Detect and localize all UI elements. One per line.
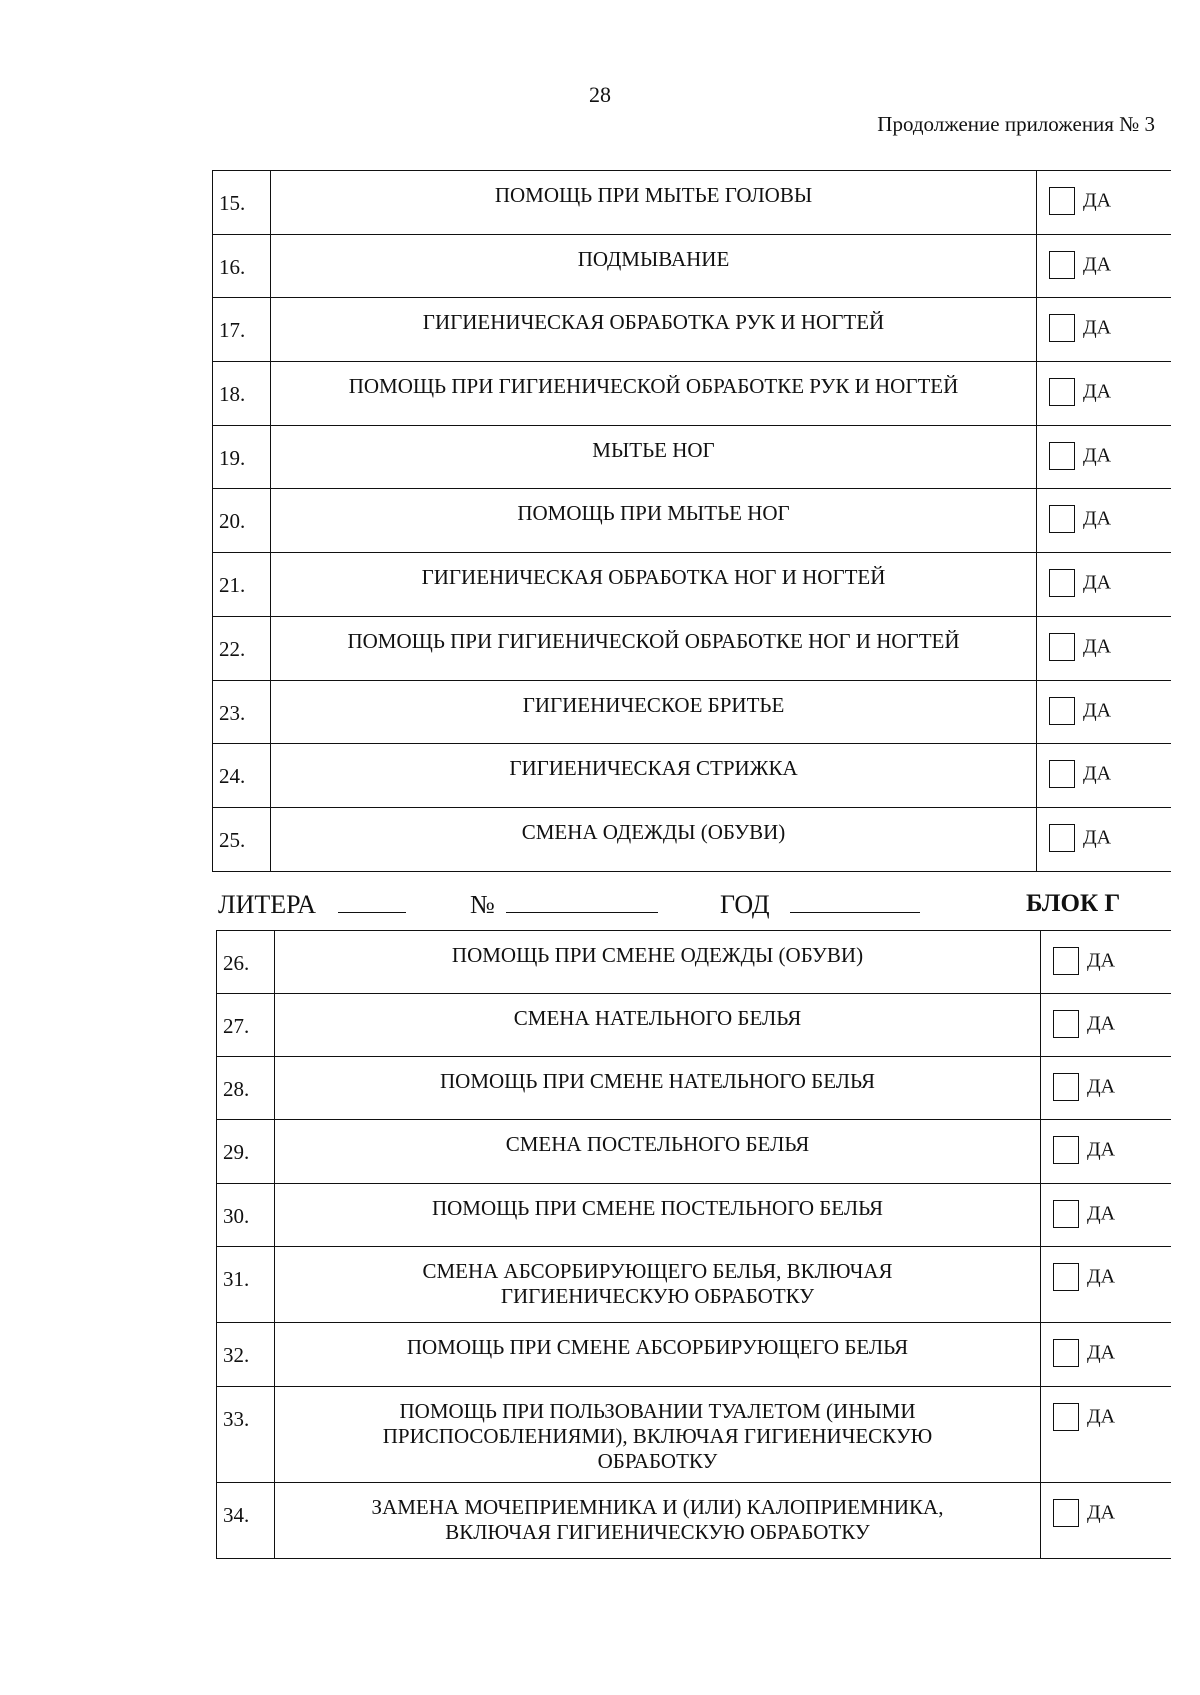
page-number: 28 <box>589 82 611 107</box>
year-label: ГОД <box>720 890 770 919</box>
yes-checkbox[interactable] <box>1049 633 1075 661</box>
row-number: 21. <box>213 553 271 617</box>
yes-checkbox-cell <box>1041 931 1171 994</box>
yes-checkbox[interactable] <box>1049 314 1075 342</box>
yes-checkbox[interactable] <box>1053 1403 1079 1431</box>
year-field[interactable] <box>790 890 920 920</box>
yes-label: ДА <box>1083 316 1112 339</box>
yes-label: ДА <box>1083 699 1112 722</box>
yes-checkbox[interactable] <box>1049 697 1075 725</box>
table-row <box>217 1387 1171 1483</box>
yes-checkbox-cell <box>1037 171 1171 235</box>
row-number: 20. <box>213 489 271 553</box>
service-description: ПОМОЩЬ ПРИ ГИГИЕНИЧЕСКОЙ ОБРАБОТКЕ НОГ И НОГТЕЙ <box>271 617 1037 681</box>
yes-checkbox[interactable] <box>1049 442 1075 470</box>
yes-label: ДА <box>1087 1265 1116 1288</box>
service-description: СМЕНА НАТЕЛЬНОГО БЕЛЬЯ <box>275 994 1041 1057</box>
row-number: 30. <box>217 1184 275 1247</box>
services-table-top <box>212 170 1171 872</box>
yes-checkbox[interactable] <box>1053 1136 1079 1164</box>
yes-checkbox[interactable] <box>1049 505 1075 533</box>
service-description: ПОДМЫВАНИЕ <box>271 235 1037 298</box>
yes-label: ДА <box>1087 1012 1116 1035</box>
table-row <box>217 1247 1171 1323</box>
row-number: 27. <box>217 994 275 1057</box>
yes-checkbox-cell <box>1041 1387 1171 1483</box>
row-number: 22. <box>213 617 271 681</box>
service-description: ГИГИЕНИЧЕСКАЯ ОБРАБОТКА НОГ И НОГТЕЙ <box>271 553 1037 617</box>
yes-label: ДА <box>1083 762 1112 785</box>
number-label: № <box>470 890 495 919</box>
service-description: ГИГИЕНИЧЕСКАЯ СТРИЖКА <box>271 744 1037 808</box>
service-description: ПОМОЩЬ ПРИ СМЕНЕ АБСОРБИРУЮЩЕГО БЕЛЬЯ <box>275 1323 1041 1387</box>
row-number: 17. <box>213 298 271 362</box>
appendix-note: Продолжение приложения № 3 <box>877 112 1155 136</box>
yes-checkbox-cell <box>1037 681 1171 744</box>
yes-checkbox[interactable] <box>1049 760 1075 788</box>
yes-label: ДА <box>1087 1501 1116 1524</box>
yes-label: ДА <box>1083 189 1112 212</box>
yes-checkbox[interactable] <box>1049 378 1075 406</box>
yes-checkbox-cell <box>1037 617 1171 681</box>
yes-label: ДА <box>1083 507 1112 530</box>
table-row <box>213 808 1171 872</box>
table-row <box>217 1483 1171 1559</box>
table-row <box>213 362 1171 426</box>
service-description: СМЕНА ПОСТЕЛЬНОГО БЕЛЬЯ <box>275 1120 1041 1184</box>
service-description: СМЕНА АБСОРБИРУЮЩЕГО БЕЛЬЯ, ВКЛЮЧАЯ ГИГИЕНИЧЕСКУЮ ОБРАБОТКУ <box>275 1247 1041 1323</box>
yes-label: ДА <box>1083 444 1112 467</box>
table-row <box>217 994 1171 1057</box>
yes-checkbox-cell <box>1037 744 1171 808</box>
yes-checkbox-cell <box>1041 1323 1171 1387</box>
yes-label: ДА <box>1083 380 1112 403</box>
block-label: БЛОК Г <box>1026 890 1121 917</box>
service-description: ГИГИЕНИЧЕСКОЕ БРИТЬЕ <box>271 681 1037 744</box>
yes-checkbox-cell <box>1041 1057 1171 1120</box>
service-description: ПОМОЩЬ ПРИ СМЕНЕ НАТЕЛЬНОГО БЕЛЬЯ <box>275 1057 1041 1120</box>
service-description: ПОМОЩЬ ПРИ СМЕНЕ ОДЕЖДЫ (ОБУВИ) <box>275 931 1041 994</box>
row-number: 23. <box>213 681 271 744</box>
service-description: СМЕНА ОДЕЖДЫ (ОБУВИ) <box>271 808 1037 872</box>
yes-label: ДА <box>1083 826 1112 849</box>
yes-checkbox-cell <box>1037 553 1171 617</box>
row-number: 25. <box>213 808 271 872</box>
service-description: ГИГИЕНИЧЕСКАЯ ОБРАБОТКА РУК И НОГТЕЙ <box>271 298 1037 362</box>
yes-label: ДА <box>1087 1341 1116 1364</box>
service-description: ПОМОЩЬ ПРИ ГИГИЕНИЧЕСКОЙ ОБРАБОТКЕ РУК И НОГТЕЙ <box>271 362 1037 426</box>
row-number: 18. <box>213 362 271 426</box>
yes-label: ДА <box>1087 949 1116 972</box>
yes-checkbox[interactable] <box>1049 569 1075 597</box>
row-number: 32. <box>217 1323 275 1387</box>
yes-checkbox[interactable] <box>1053 1073 1079 1101</box>
row-number: 34. <box>217 1483 275 1559</box>
table-row <box>213 426 1171 489</box>
row-number: 33. <box>217 1387 275 1483</box>
yes-checkbox-cell <box>1041 1483 1171 1559</box>
table-row <box>213 553 1171 617</box>
row-number: 28. <box>217 1057 275 1120</box>
table-row <box>213 489 1171 553</box>
yes-label: ДА <box>1087 1405 1116 1428</box>
yes-checkbox-cell <box>1037 298 1171 362</box>
yes-checkbox[interactable] <box>1049 824 1075 852</box>
table-row <box>213 681 1171 744</box>
yes-checkbox[interactable] <box>1049 251 1075 279</box>
yes-checkbox[interactable] <box>1053 1010 1079 1038</box>
yes-checkbox-cell <box>1037 235 1171 298</box>
yes-checkbox-cell <box>1041 1184 1171 1247</box>
service-description: ЗАМЕНА МОЧЕПРИЕМНИКА И (ИЛИ) КАЛОПРИЕМНИКА, ВКЛЮЧАЯ ГИГИЕНИЧЕСКУЮ ОБРАБОТКУ <box>275 1483 1041 1559</box>
yes-checkbox-cell <box>1037 362 1171 426</box>
yes-checkbox[interactable] <box>1053 947 1079 975</box>
services-table-bottom <box>216 930 1171 1559</box>
table-row <box>213 617 1171 681</box>
yes-label: ДА <box>1083 253 1112 276</box>
table-row <box>213 298 1171 362</box>
service-description: ПОМОЩЬ ПРИ ПОЛЬЗОВАНИИ ТУАЛЕТОМ (ИНЫМИ ПРИСПОСОБЛЕНИЯМИ), ВКЛЮЧАЯ ГИГИЕНИЧЕСКУЮ ОБРАБОТКУ <box>275 1387 1041 1483</box>
litera-line <box>218 890 1178 926</box>
yes-checkbox[interactable] <box>1053 1499 1079 1527</box>
row-number: 29. <box>217 1120 275 1184</box>
service-description: ПОМОЩЬ ПРИ МЫТЬЕ ГОЛОВЫ <box>271 171 1037 235</box>
yes-checkbox[interactable] <box>1053 1263 1079 1291</box>
yes-checkbox[interactable] <box>1053 1200 1079 1228</box>
yes-label: ДА <box>1083 635 1112 658</box>
yes-checkbox-cell <box>1041 1247 1171 1323</box>
number-field[interactable] <box>506 890 658 920</box>
yes-checkbox-cell <box>1037 489 1171 553</box>
row-number: 16. <box>213 235 271 298</box>
yes-checkbox[interactable] <box>1053 1339 1079 1367</box>
table-row <box>213 235 1171 298</box>
service-description: ПОМОЩЬ ПРИ МЫТЬЕ НОГ <box>271 489 1037 553</box>
yes-label: ДА <box>1087 1075 1116 1098</box>
table-row <box>217 1184 1171 1247</box>
yes-checkbox-cell <box>1037 426 1171 489</box>
litera-field[interactable] <box>338 890 406 920</box>
service-description: ПОМОЩЬ ПРИ СМЕНЕ ПОСТЕЛЬНОГО БЕЛЬЯ <box>275 1184 1041 1247</box>
yes-label: ДА <box>1087 1138 1116 1161</box>
row-number: 24. <box>213 744 271 808</box>
service-description: МЫТЬЕ НОГ <box>271 426 1037 489</box>
table-row <box>217 1057 1171 1120</box>
row-number: 26. <box>217 931 275 994</box>
table-row <box>217 1323 1171 1387</box>
table-row <box>213 744 1171 808</box>
row-number: 15. <box>213 171 271 235</box>
yes-label: ДА <box>1083 571 1112 594</box>
row-number: 19. <box>213 426 271 489</box>
table-row <box>217 1120 1171 1184</box>
yes-checkbox-cell <box>1037 808 1171 872</box>
table-row <box>217 931 1171 994</box>
yes-checkbox-cell <box>1041 1120 1171 1184</box>
table-row <box>213 171 1171 235</box>
yes-checkbox[interactable] <box>1049 187 1075 215</box>
yes-label: ДА <box>1087 1202 1116 1225</box>
litera-label: ЛИТЕРА <box>218 890 317 919</box>
yes-checkbox-cell <box>1041 994 1171 1057</box>
row-number: 31. <box>217 1247 275 1323</box>
